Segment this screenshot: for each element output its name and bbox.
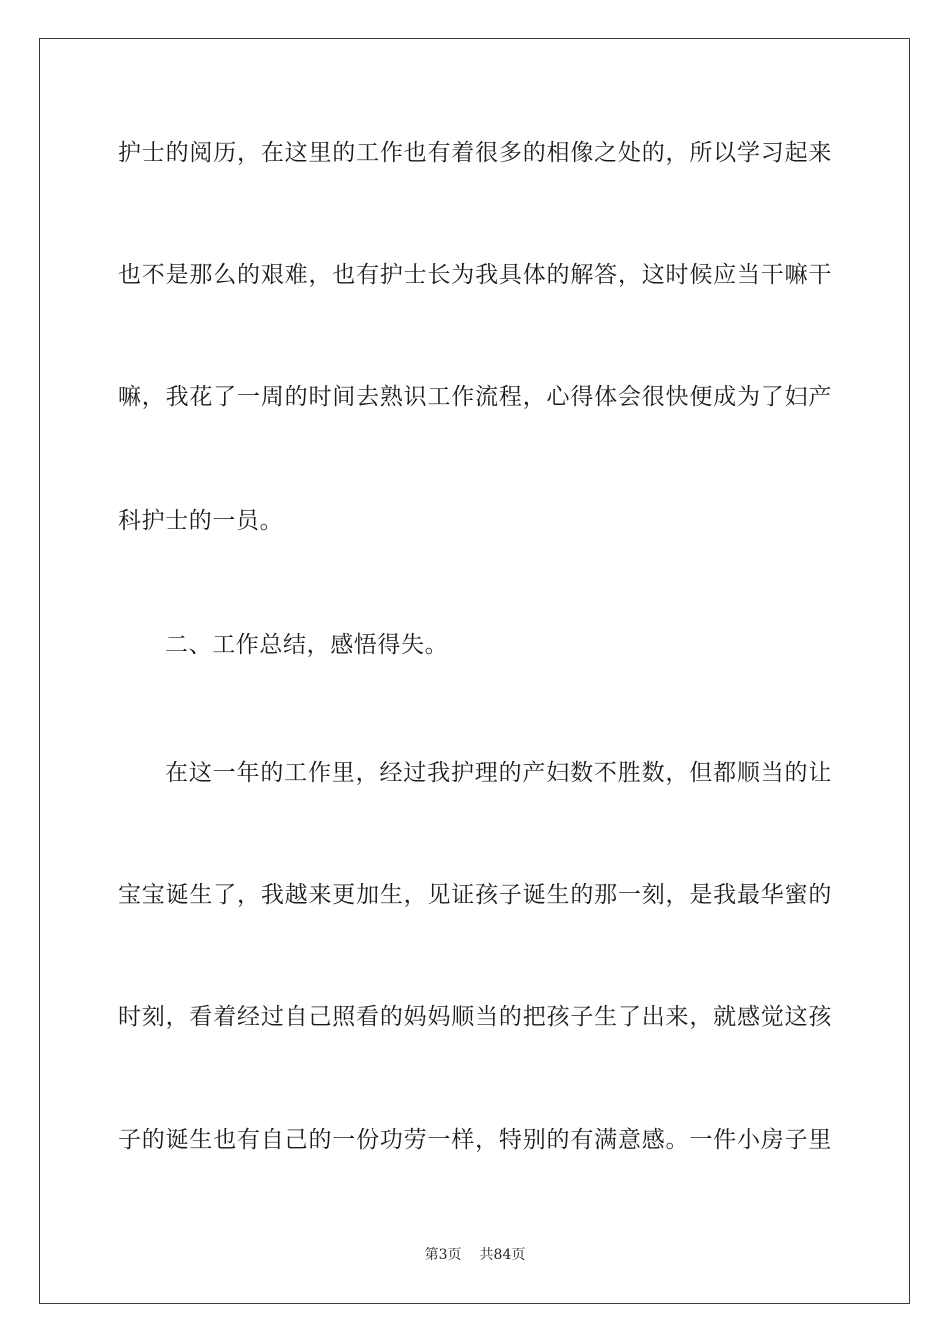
- section-heading: 二、工作总结，感悟得失。: [165, 632, 449, 658]
- text-line: 护士的阅历，在这里的工作也有着很多的相像之处的，所以学习起来: [118, 140, 832, 166]
- text-line: 嘛，我花了一周的时间去熟识工作流程，心得体会很快便成为了妇产: [118, 384, 832, 410]
- text-line: 子的诞生也有自己的一份功劳一样，特别的有满意感。一件小房子里: [118, 1127, 832, 1153]
- text-line: 时刻，看着经过自己照看的妈妈顺当的把孩子生了出来，就感觉这孩: [118, 1004, 832, 1030]
- page-number: 第3页: [424, 1247, 462, 1263]
- text-line: 在这一年的工作里，经过我护理的产妇数不胜数，但都顺当的让: [165, 760, 832, 786]
- page-frame: [39, 38, 910, 1304]
- page-total: 共84页: [479, 1247, 526, 1263]
- page-footer: [0, 1245, 950, 1265]
- text-line: 宝宝诞生了，我越来更加生，见证孩子诞生的那一刻，是我最华蜜的: [118, 882, 832, 908]
- text-line: 也不是那么的艰难，也有护士长为我具体的解答，这时候应当干嘛干: [118, 262, 832, 288]
- text-line: 科护士的一员。: [118, 508, 284, 534]
